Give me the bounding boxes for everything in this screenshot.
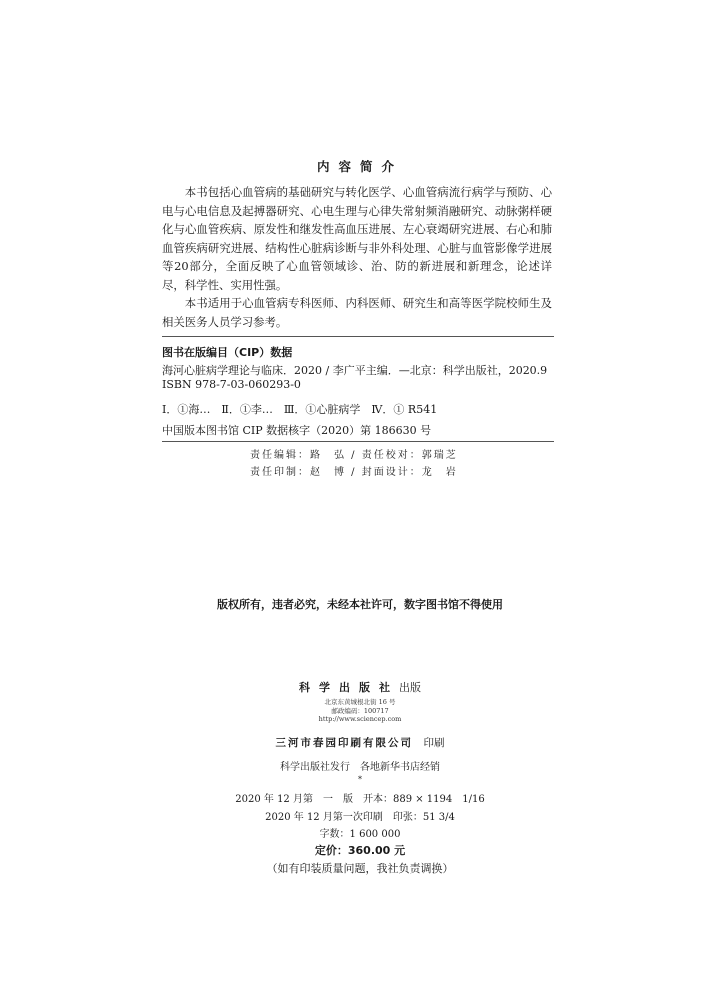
cip-top-rule	[162, 336, 554, 337]
cip-bib-line: 海河心脏病学理论与临床．2020 / 李广平主编．—北京：科学出版社，2020.9	[162, 364, 548, 377]
publisher-url: http://www.sciencep.com	[318, 715, 402, 723]
price: 定价：360.00 元	[314, 844, 406, 857]
publisher-postcode: 邮政编码：100717	[331, 707, 389, 715]
printer-name: 三河市春园印刷有限公司	[275, 737, 413, 749]
printer-line	[0, 735, 720, 750]
credits-line-1: 责任编辑：路 弘 / 责任校对：郭瑞芝	[250, 450, 458, 461]
intro-body	[162, 183, 552, 331]
cip-bottom-rule	[162, 441, 554, 442]
credits-line-2: 责任印制：赵 博 / 封面设计：龙 岩	[250, 467, 458, 478]
copyright-notice: 版权所有，违者必究，未经本社许可，数字图书馆不得使用	[217, 598, 503, 611]
cip-classification: Ⅰ．①海… Ⅱ．①李… Ⅲ．①心脏病学 Ⅳ．① R541	[162, 403, 438, 416]
publisher-name	[0, 679, 720, 695]
separator-star: *	[358, 775, 362, 784]
cip-isbn: ISBN 978-7-03-060293-0	[162, 378, 301, 391]
publisher-address: 北京东黄城根北街 16 号	[324, 698, 396, 706]
publisher-suffix: 出版	[399, 681, 421, 694]
edition-line: 2020 年 12 月第 一 版 开本：889 × 1194 1/16	[235, 794, 485, 805]
quality-note: （如有印装质量问题，我社负责调换）	[266, 862, 454, 875]
distribution-line: 科学出版社发行 各地新华书店经销	[280, 762, 440, 773]
word-count: 字数：1 600 000	[319, 829, 401, 840]
intro-paragraph: 本书包括心血管病的基础研究与转化医学、心血管病流行病学与预防、心电与心电信息及起搏器研究、心电生理与心律失常射频消融研究、动脉粥样硬化与心血管疾病、原发性和继发性高血压进展、左心衰竭研究进展、右心和肺血管疾病研究进展、结构性心脏病诊断与非外科处理、心脏与血管影像学进展等20部分，全面反映了心血管领域诊、治、防的新进展和新理念，论述详尽，科学性、实用性强。	[162, 185, 552, 292]
printer-suffix: 印刷	[423, 737, 445, 749]
publisher-name-text: 科学出版社	[299, 681, 399, 694]
intro-paragraph: 本书适用于心血管病专科医师、内科医师、研究生和高等医学院校师生及相关医务人员学习参考。	[162, 296, 552, 329]
cip-title: 图书在版编目（CIP）数据	[162, 346, 293, 359]
intro-title: 内容简介	[316, 159, 403, 174]
printing-line: 2020 年 12 月第一次印刷 印张：51 3/4	[265, 812, 455, 823]
cip-number: 中国版本图书馆 CIP 数据核字（2020）第 186630 号	[162, 424, 432, 437]
